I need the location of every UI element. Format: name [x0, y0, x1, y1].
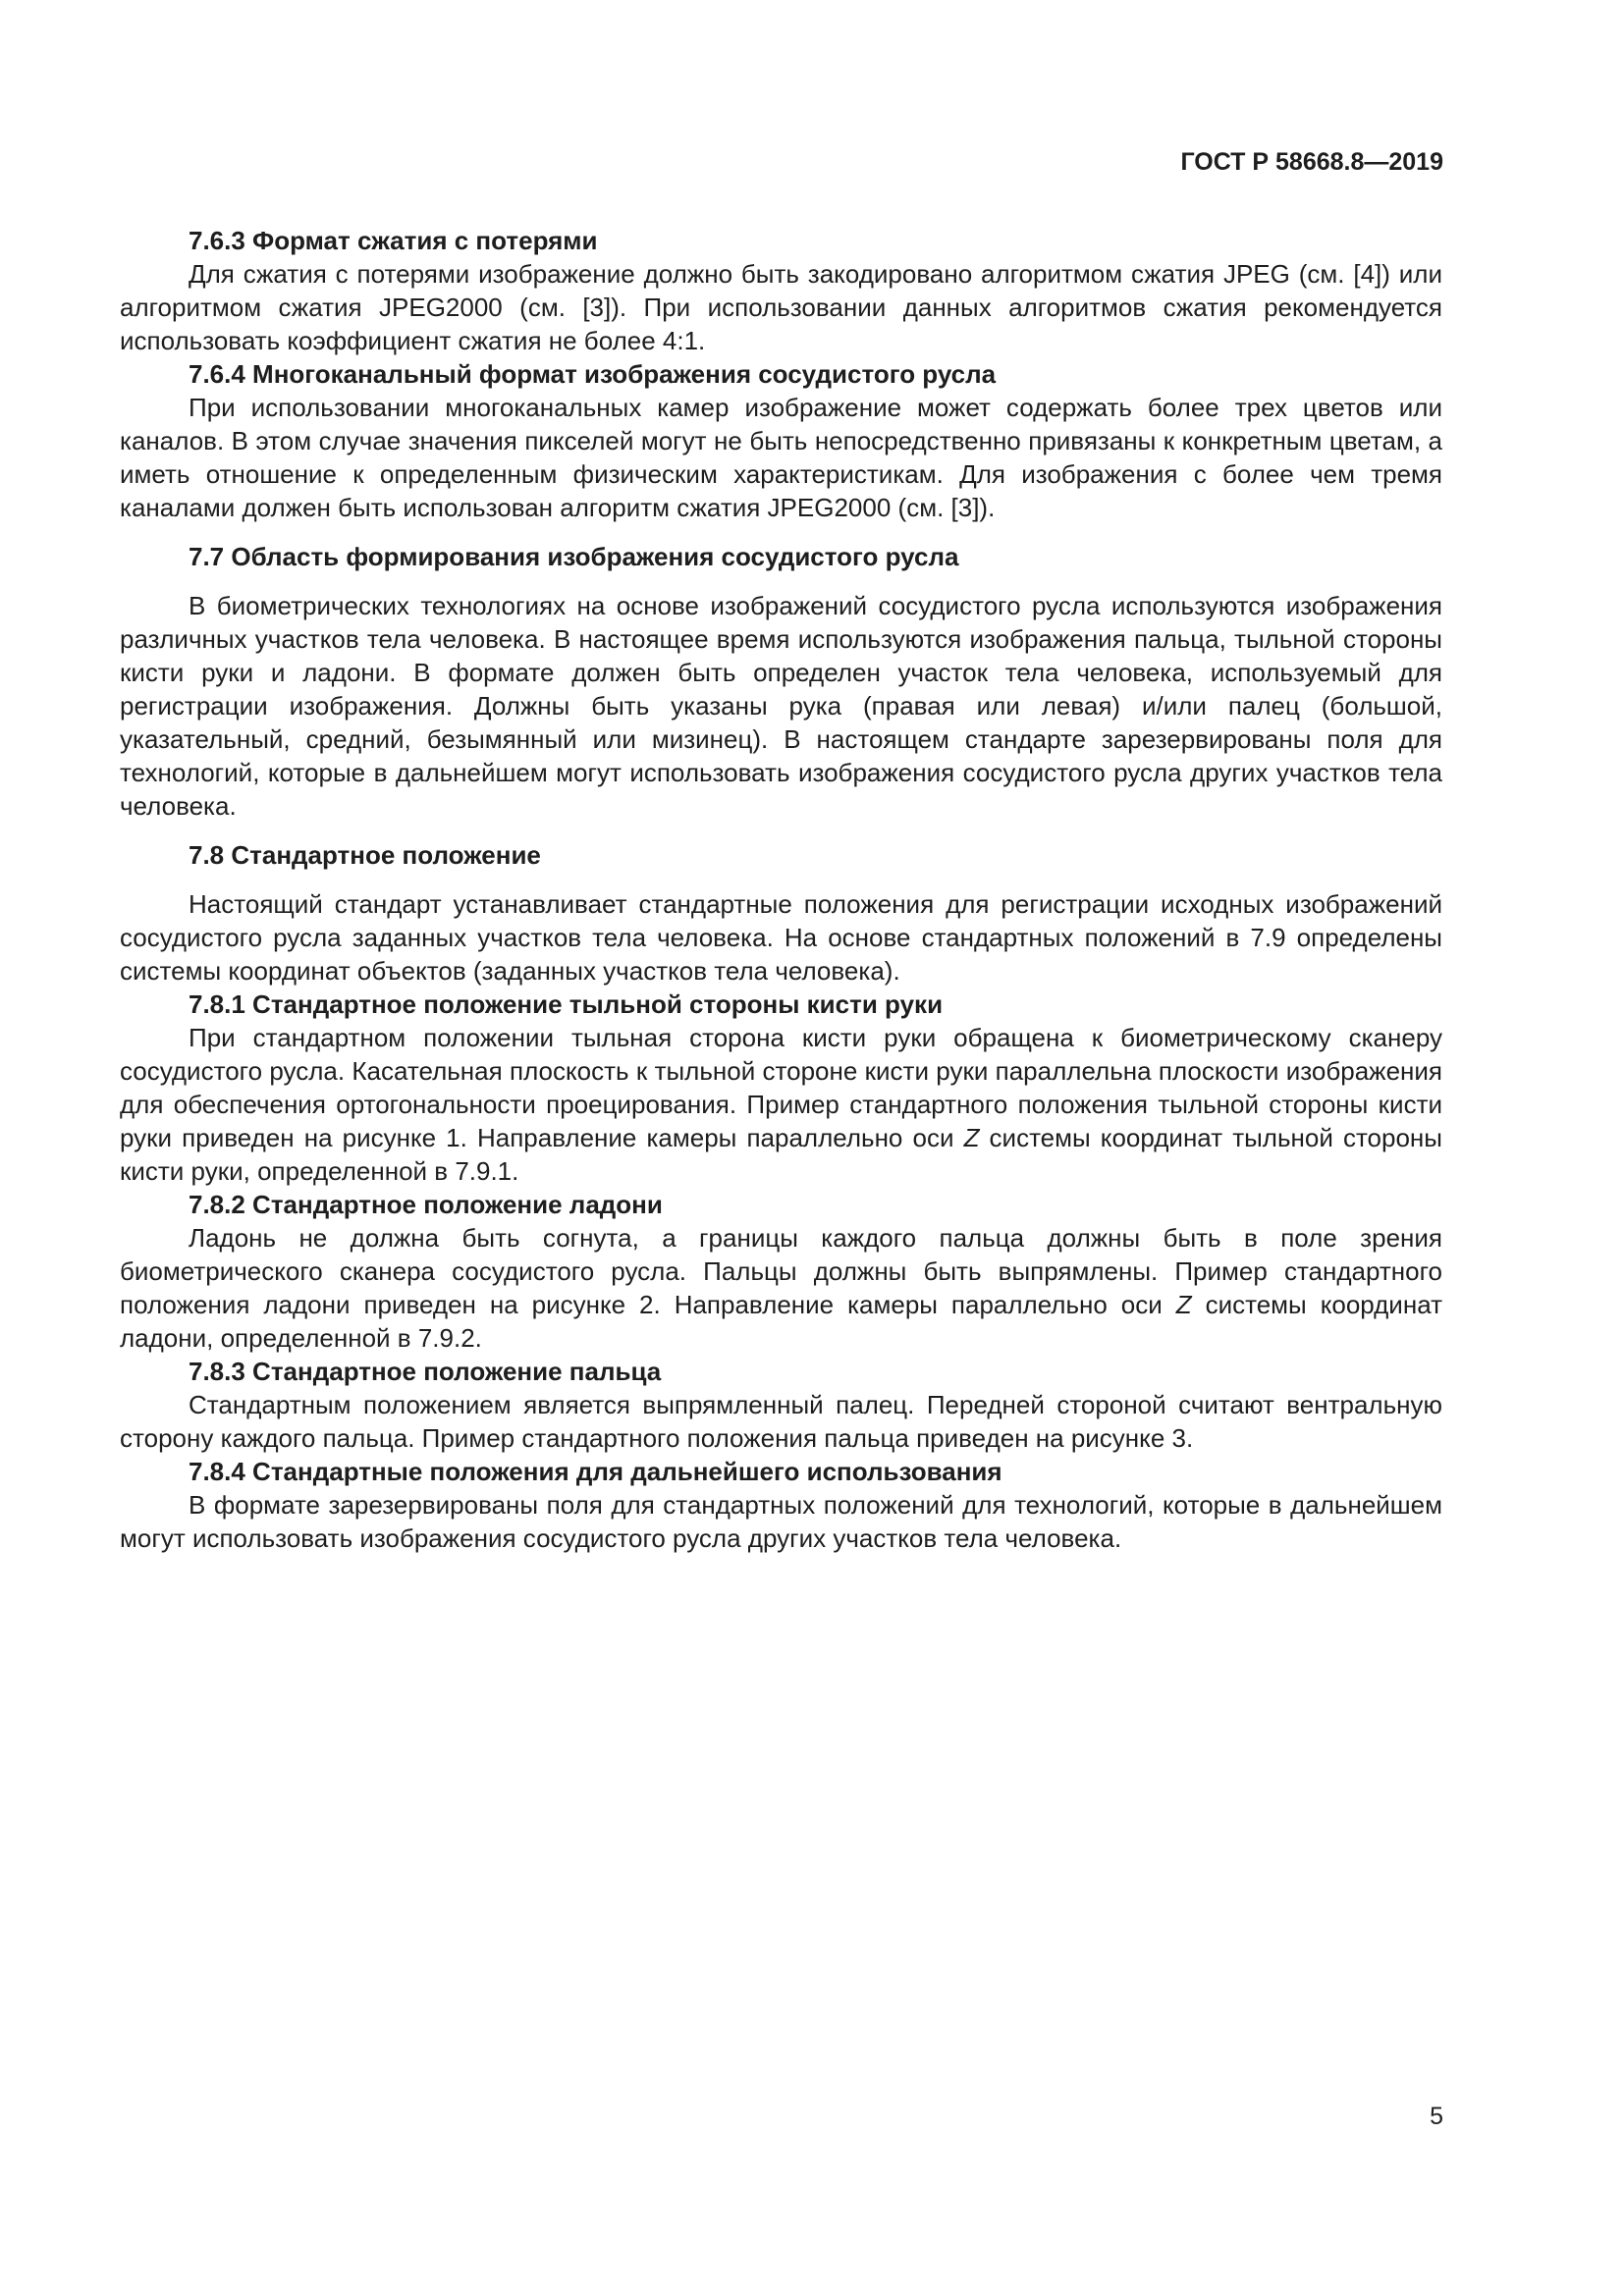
axis-z-label: Z	[963, 1123, 980, 1152]
section-7-8-2-text-a: Ладонь не должна быть согнута, а границы каждого пальца должны быть в поле зрения биометрического сканера сосудистого русла. Пальцы должны быть выпрямлены. Пример стандартного положения ладони приведен на рисунке 2. Направление камеры параллельно оси	[120, 1223, 1442, 1319]
section-7-8-1-text-a: При стандартном положении тыльная сторона кисти руки обращена к биометрическому сканеру сосудистого русла. Касательная плоскость к тыльной стороне кисти руки параллельна плоскости изображения для обеспечения ортогональности проецирования. Пример стандартного положения тыльной стороны кисти руки приведен на рисунке 1. Направление камеры параллельно оси	[120, 1023, 1442, 1152]
section-7-6-3-paragraph: Для сжатия с потерями изображение должно быть закодировано алгоритмом сжатия JPEG (см. [4]) или алгоритмом сжатия JPEG2000 (см. [3]). При использовании данных алгоритмов сжатия рекомендуется использовать коэффициент сжатия не более 4:1.	[120, 259, 1442, 355]
document-number: ГОСТ Р 58668.8—2019	[1180, 148, 1443, 176]
page-number: 5	[1430, 2103, 1443, 2130]
section-7-8-1-text-b: системы координат тыльной стороны кисти руки, определенной в 7.9.1.	[120, 1123, 1442, 1186]
section-7-7-paragraph: В биометрических технологиях на основе изображений сосудистого русла используются изображения различных участков тела человека. В настоящее время используются изображения пальца, тыльной стороны кисти руки и ладони. В формате должен быть определен участок тела человека, используемый для регистрации изображения. Должны быть указаны рука (правая или левая) и/или палец (большой, указательный, средний, безымянный или мизинец). В настоящем стандарте зарезервированы поля для технологий, которые в дальнейшем могут использовать изображения сосудистого русла других участков тела человека.	[120, 591, 1442, 821]
section-7-6-4-heading: 7.6.4 Многоканальный формат изображения сосудистого русла	[189, 359, 997, 389]
section-7-8-2-heading: 7.8.2 Стандартное положение ладони	[189, 1190, 663, 1219]
section-7-7-heading: 7.7 Область формирования изображения сосудистого русла	[189, 542, 959, 571]
section-7-6-3-heading: 7.6.3 Формат сжатия с потерями	[189, 226, 598, 255]
section-7-8-1-paragraph	[120, 1021, 1442, 1188]
section-7-6-4-paragraph: При использовании многоканальных камер изображение может содержать более трех цветов или каналов. В этом случае значения пикселей могут не быть непосредственно привязаны к конкретным цветам, а иметь отношение к определенным физическим характеристикам. Для изображения с более чем тремя каналами должен быть использован алгоритм сжатия JPEG2000 (см. [3]).	[120, 393, 1442, 522]
section-7-8-paragraph: Настоящий стандарт устанавливает стандартные положения для регистрации исходных изображений сосудистого русла заданных участков тела человека. На основе стандартных положений в 7.9 определены системы координат объектов (заданных участков тела человека).	[120, 889, 1442, 986]
section-7-8-4-heading: 7.8.4 Стандартные положения для дальнейшего использования	[189, 1457, 1002, 1486]
section-7-8-1-heading: 7.8.1 Стандартное положение тыльной стороны кисти руки	[189, 989, 944, 1019]
section-7-8-2-paragraph	[120, 1221, 1442, 1355]
section-7-8-4-paragraph: В формате зарезервированы поля для стандартных положений для технологий, которые в дальнейшем могут использовать изображения сосудистого русла других участков тела человека.	[120, 1490, 1442, 1553]
section-7-8-3-heading: 7.8.3 Стандартное положение пальца	[189, 1357, 662, 1386]
section-7-8-3-paragraph: Стандартным положением является выпрямленный палец. Передней стороной считают вентральную сторону каждого пальца. Пример стандартного положения пальца приведен на рисунке 3.	[120, 1390, 1442, 1453]
page-body	[120, 224, 1442, 1555]
section-7-8-2-text-b: системы координат ладони, определенной в 7.9.2.	[120, 1290, 1442, 1353]
section-7-8-heading: 7.8 Стандартное положение	[189, 840, 541, 870]
axis-z-label: Z	[1175, 1290, 1192, 1319]
